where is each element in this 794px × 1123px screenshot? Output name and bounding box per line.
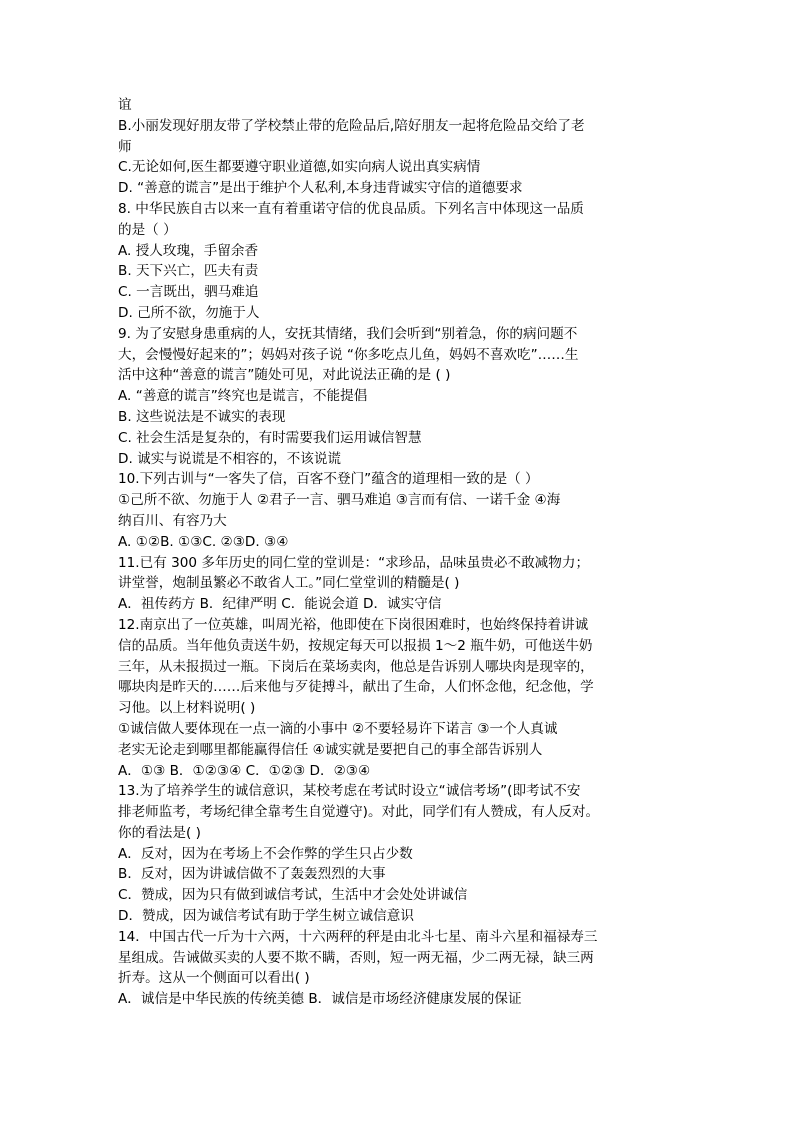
question-9-option-a: A. “善意的谎言”终究也是谎言，不能提倡 xyxy=(118,388,368,405)
question-12-stem: 信的品质。当年他负责送牛奶，按规定每天可以报损 1～2 瓶牛奶，可他送牛奶 xyxy=(118,637,593,654)
question-13-option-a: A．反对，因为在考场上不会作弊的学生只占少数 xyxy=(118,845,413,862)
document-page xyxy=(118,95,698,1010)
question-9-option-c: C. 社会生活是复杂的，有时需要我们运用诚信智慧 xyxy=(118,429,422,446)
question-8-stem: 8. 中华民族自古以来一直有着重诺守信的优良品质。下列名言中体现这一品质 xyxy=(118,200,584,217)
text-line: B.小丽发现好朋友带了学校禁止带的危险品后,陪好朋友一起将危险品交给了老 xyxy=(118,117,585,134)
question-8-stem: 的是（ ） xyxy=(118,221,177,238)
question-12-statements: 老实无论走到哪里都能赢得信任 ④诚实就是要把自己的事全部告诉别人 xyxy=(118,741,543,758)
question-9-option-b: B. 这些说法是不诚实的表现 xyxy=(118,408,286,425)
question-8-option-b: B. 天下兴亡，匹夫有责 xyxy=(118,263,259,280)
question-9-stem: 活中这种“善意的谎言”随处可见，对此说法正确的是 ( ) xyxy=(118,367,451,384)
question-11-options: A．祖传药方 B．纪律严明 C．能说会道 D．诚实守信 xyxy=(118,596,442,613)
question-8-option-a: A. 授人玫瑰，手留余香 xyxy=(118,242,259,259)
question-12-stem: 哪块肉是昨天的……后来他与歹徒搏斗，献出了生命，人们怀念他，纪念他，学 xyxy=(118,679,594,696)
question-8-option-d: D. 己所不欲，勿施于人 xyxy=(118,304,260,321)
question-13-option-b: B．反对，因为讲诚信做不了轰轰烈烈的大事 xyxy=(118,866,386,883)
question-14-stem: 折寿。这从一个侧面可以看出( ) xyxy=(118,970,310,987)
question-14-stem: 星组成。告诫做买卖的人要不欺不瞒，否则，短一两无福，少二两无禄，缺三两 xyxy=(118,949,594,966)
question-13-stem: 13.为了培养学生的诚信意识，某校考虑在考试时设立“诚信考场”(即考试不安 xyxy=(118,783,581,800)
question-11-stem: 11.已有 300 多年历史的同仁堂的堂训是：“求珍品，品味虽贵必不敢减物力； xyxy=(118,554,590,571)
question-12-stem: 三年，从未报损过一瓶。下岗后在菜场卖肉，他总是告诉别人哪块肉是现宰的， xyxy=(118,658,594,675)
question-14-stem: 14．中国古代一斤为十六两，十六两秤的秤是由北斗七星、南斗六星和福禄寿三 xyxy=(118,928,598,945)
question-10-statements: 纳百川、有容乃大 xyxy=(118,512,227,529)
question-11-stem: 讲堂誉，炮制虽繁必不敢省人工。”同仁堂堂训的精髓是( ) xyxy=(118,575,460,592)
question-13-option-c: C．赞成，因为只有做到诚信考试，生活中才会处处讲诚信 xyxy=(118,887,468,904)
question-12-options: A．①③ B．①②③④ C．①②③ D．②③④ xyxy=(118,762,371,779)
text-line: 谊 xyxy=(118,97,132,113)
question-14-options: A．诚信是中华民族的传统美德 B．诚信是市场经济健康发展的保证 xyxy=(118,991,522,1008)
question-13-stem: 排老师监考，考场纪律全靠考生自觉遵守)。对此，同学们有人赞成，有人反对。 xyxy=(118,804,600,821)
question-10-options: A. ①②B. ①③C. ②③D. ③④ xyxy=(118,533,289,550)
text-line: C.无论如何,医生都要遵守职业道德,如实向病人说出真实病情 xyxy=(118,159,481,176)
question-13-stem: 你的看法是( ) xyxy=(118,824,201,841)
question-10-statements: ①己所不欲、勿施于人 ②君子一言、驷马难追 ③言而有信、一诺千金 ④海 xyxy=(118,492,561,509)
text-line: D. “善意的谎言”是出于维护个人私利,本身违背诚实守信的道德要求 xyxy=(118,180,523,197)
question-13-option-d: D．赞成，因为诚信考试有助于学生树立诚信意识 xyxy=(118,908,414,925)
question-9-stem: 大，会慢慢好起来的”；妈妈对孩子说 “你多吃点儿鱼，妈妈不喜欢吃”……生 xyxy=(118,346,579,363)
question-12-statements: ①诚信做人要体现在一点一滴的小事中 ②不要轻易许下诺言 ③一个人真诚 xyxy=(118,720,558,737)
question-10-stem: 10.下列古训与“一客失了信，百客不登门”蕴含的道理相一致的是（ ） xyxy=(118,471,539,488)
question-8-option-c: C. 一言既出，驷马难追 xyxy=(118,284,259,301)
question-12-stem: 12.南京出了一位英雄，叫周光裕，他即使在下岗很困难时，也始终保持着讲诚 xyxy=(118,616,589,633)
question-9-stem: 9. 为了安慰身患重病的人，安抚其情绪，我们会听到“别着急，你的病问题不 xyxy=(118,325,578,342)
text-line: 师 xyxy=(118,138,132,155)
question-12-stem: 习他。以上材料说明( ) xyxy=(118,700,256,717)
question-9-option-d: D. 诚实与说谎是不相容的，不该说谎 xyxy=(118,450,342,467)
